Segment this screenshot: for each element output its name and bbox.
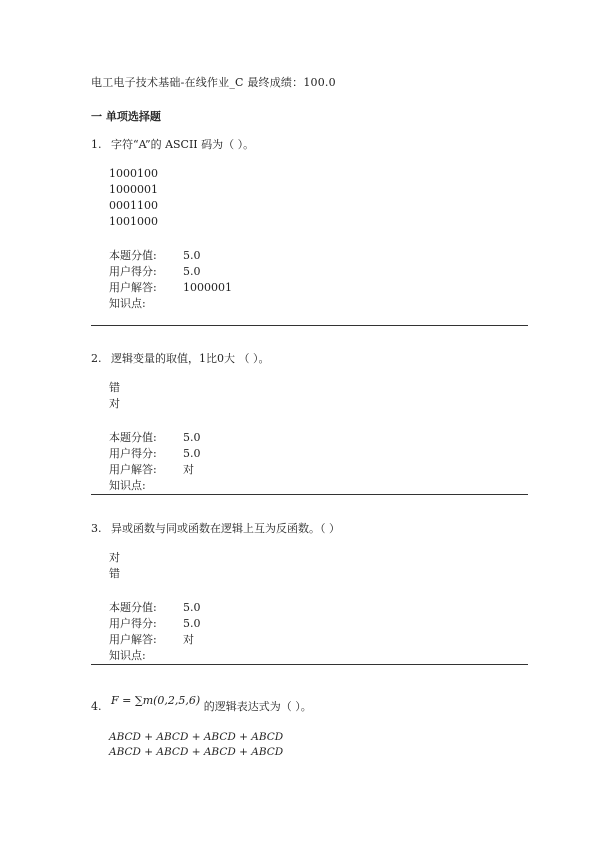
question-2-number: 2. bbox=[91, 352, 102, 365]
score-label: 本题分值: bbox=[109, 249, 157, 262]
user-answer-label: 用户解答: bbox=[109, 463, 157, 476]
question-3-prompt: 异或函数与同或函数在逻辑上互为反函数。（ ） bbox=[111, 522, 340, 535]
question-3-meta bbox=[109, 600, 531, 664]
knowledge-label: 知识点: bbox=[109, 297, 146, 310]
question-4-formula: F = ∑m(0,2,5,6) bbox=[111, 694, 201, 707]
question-1-options bbox=[109, 166, 531, 230]
question-2-meta bbox=[109, 430, 531, 494]
question-3 bbox=[91, 520, 531, 664]
option[interactable]: 1000100 bbox=[109, 167, 158, 180]
score-label: 本题分值: bbox=[109, 431, 157, 444]
user-answer-value: 1000001 bbox=[183, 281, 232, 294]
question-4-prompt: 的逻辑表达式为（ ）。 bbox=[200, 700, 312, 713]
option[interactable]: 对 bbox=[109, 551, 120, 564]
score-label: 本题分值: bbox=[109, 601, 157, 614]
question-1-text bbox=[91, 136, 531, 152]
user-score-value: 5.0 bbox=[183, 447, 201, 460]
question-3-options bbox=[109, 550, 531, 582]
question-2-text bbox=[91, 350, 531, 366]
question-4-number: 4. bbox=[91, 700, 102, 713]
user-answer-label: 用户解答: bbox=[109, 281, 157, 294]
user-score-label: 用户得分: bbox=[109, 265, 157, 278]
knowledge-label: 知识点: bbox=[109, 649, 146, 662]
option[interactable]: 错 bbox=[109, 567, 120, 580]
user-score-label: 用户得分: bbox=[109, 617, 157, 630]
divider bbox=[91, 325, 528, 326]
option[interactable]: ABCD + ABCD + ABCD + ABCD bbox=[109, 731, 284, 743]
divider bbox=[91, 494, 528, 495]
option[interactable]: 0001100 bbox=[109, 199, 158, 212]
option[interactable]: 1000001 bbox=[109, 183, 158, 196]
option[interactable]: ABCD + ABCD + ABCD + ABCD bbox=[109, 746, 284, 758]
user-score-label: 用户得分: bbox=[109, 447, 157, 460]
question-2 bbox=[91, 350, 531, 494]
user-score-value: 5.0 bbox=[183, 617, 201, 630]
question-3-number: 3. bbox=[91, 522, 102, 535]
question-4-options bbox=[109, 730, 531, 760]
section-heading: 一 单项选择题 bbox=[91, 110, 161, 123]
user-score-value: 5.0 bbox=[183, 265, 201, 278]
option[interactable]: 1001000 bbox=[109, 215, 158, 228]
user-answer-label: 用户解答: bbox=[109, 633, 157, 646]
question-1-meta bbox=[109, 248, 531, 312]
page-title: 电工电子技术基础-在线作业_C 最终成绩：100.0 bbox=[91, 76, 336, 89]
question-2-prompt: 逻辑变量的取值，1比0大 （ ）。 bbox=[111, 352, 270, 365]
question-4 bbox=[91, 694, 531, 760]
question-1 bbox=[91, 136, 531, 312]
user-answer-value: 对 bbox=[183, 463, 194, 476]
option[interactable]: 对 bbox=[109, 397, 120, 410]
question-1-prompt: 字符“A”的 ASCII 码为（ ）。 bbox=[111, 138, 255, 151]
score-value: 5.0 bbox=[183, 431, 201, 444]
score-value: 5.0 bbox=[183, 249, 201, 262]
question-1-number: 1. bbox=[91, 138, 102, 151]
user-answer-value: 对 bbox=[183, 633, 194, 646]
divider bbox=[91, 664, 528, 665]
knowledge-label: 知识点: bbox=[109, 479, 146, 492]
question-2-options bbox=[109, 380, 531, 412]
question-3-text bbox=[91, 520, 531, 536]
question-4-text bbox=[91, 694, 531, 714]
option[interactable]: 错 bbox=[109, 381, 120, 394]
score-value: 5.0 bbox=[183, 601, 201, 614]
